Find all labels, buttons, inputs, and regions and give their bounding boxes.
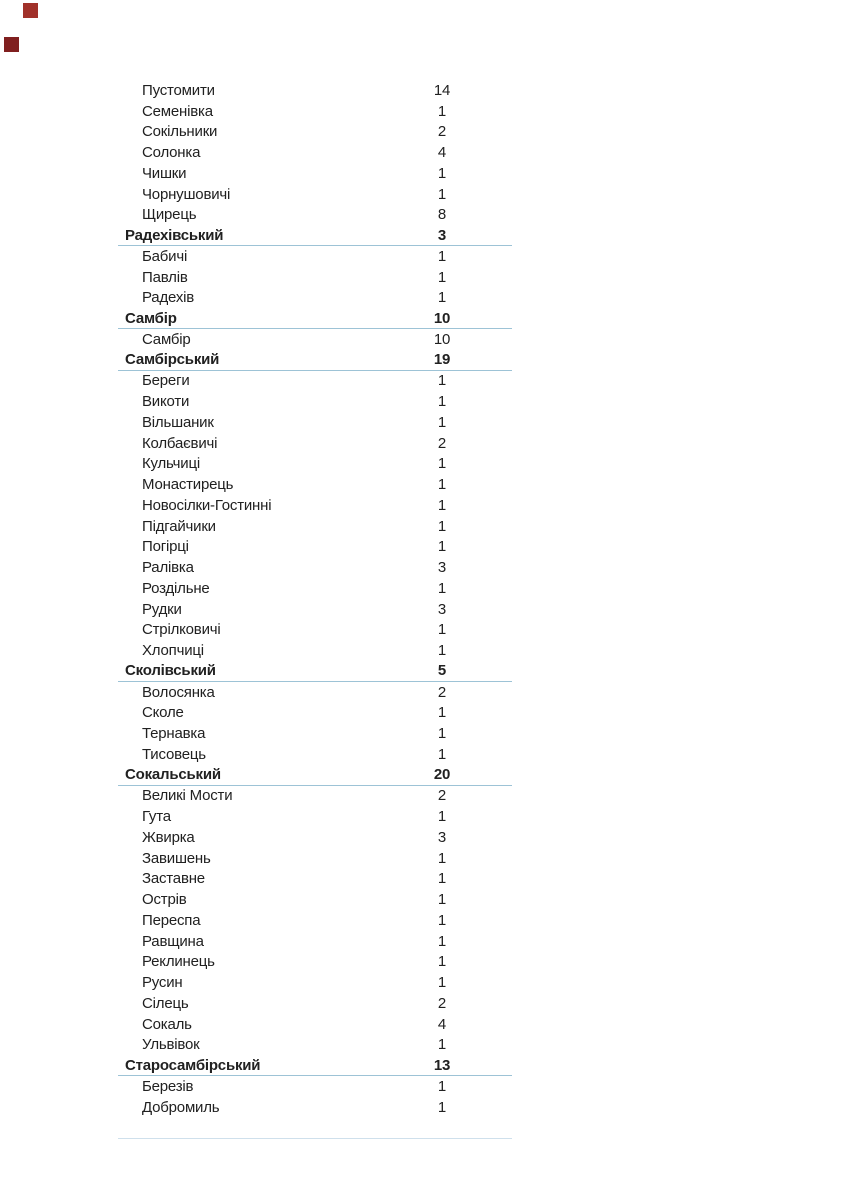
place-name: Роздільне <box>142 579 210 597</box>
table-row <box>118 267 512 288</box>
place-name: Підгайчики <box>142 517 216 535</box>
count-value: 1 <box>437 102 447 120</box>
count-value: 1 <box>437 974 447 992</box>
count-value: 19 <box>433 351 451 369</box>
table-row <box>118 931 512 952</box>
count-value: 1 <box>437 289 447 307</box>
count-value: 1 <box>437 517 447 535</box>
district-name: Самбір <box>125 309 177 327</box>
count-value: 2 <box>437 994 447 1012</box>
place-name: Реклинець <box>142 953 215 971</box>
district-name: Самбірський <box>125 351 220 369</box>
count-value: 2 <box>437 123 447 141</box>
table-row <box>118 1014 512 1035</box>
table-row <box>118 1097 512 1118</box>
count-value: 1 <box>437 808 447 826</box>
red-mark-icon <box>4 37 19 52</box>
place-name: Сколе <box>142 704 184 722</box>
district-name: Старосамбірський <box>125 1056 261 1074</box>
red-mark-icon <box>23 3 38 18</box>
count-value: 3 <box>437 559 447 577</box>
count-value: 5 <box>437 662 447 680</box>
table-row <box>118 80 512 101</box>
count-value: 4 <box>437 1015 447 1033</box>
count-value: 1 <box>437 870 447 888</box>
count-value: 1 <box>437 953 447 971</box>
table-row <box>118 246 512 267</box>
place-name: Переспа <box>142 911 201 929</box>
count-value: 1 <box>437 1098 447 1116</box>
table-row <box>118 765 512 786</box>
place-name: Сокаль <box>142 1015 192 1033</box>
table-row <box>118 184 512 205</box>
table-row <box>118 516 512 537</box>
table-row <box>118 578 512 599</box>
table-row <box>118 225 512 246</box>
count-value: 1 <box>437 413 447 431</box>
table-row <box>118 972 512 993</box>
table-row <box>118 350 512 371</box>
district-name: Радехівський <box>125 226 224 244</box>
table-row <box>118 122 512 143</box>
count-value: 3 <box>437 226 447 244</box>
place-name: Павлів <box>142 268 188 286</box>
count-value: 1 <box>437 164 447 182</box>
table-row <box>118 308 512 329</box>
table-row <box>118 391 512 412</box>
table-row <box>118 703 512 724</box>
count-value: 1 <box>437 476 447 494</box>
settlements-table <box>118 80 512 1118</box>
place-name: Равщина <box>142 932 204 950</box>
table-row <box>118 371 512 392</box>
table-row <box>118 806 512 827</box>
table-row <box>118 661 512 682</box>
place-name: Ралівка <box>142 559 194 577</box>
table-row <box>118 599 512 620</box>
place-name: Стрілковичі <box>142 621 221 639</box>
table-row <box>118 433 512 454</box>
table-row <box>118 1035 512 1056</box>
count-value: 1 <box>437 579 447 597</box>
count-value: 10 <box>433 309 451 327</box>
count-value: 1 <box>437 621 447 639</box>
count-value: 2 <box>437 434 447 452</box>
place-name: Березів <box>142 1077 194 1095</box>
place-name: Сілець <box>142 994 189 1012</box>
place-name: Великі Мости <box>142 787 233 805</box>
place-name: Жвирка <box>142 828 195 846</box>
count-value: 1 <box>437 393 447 411</box>
district-name: Сокальський <box>125 766 221 784</box>
table-row <box>118 163 512 184</box>
place-name: Бабичі <box>142 247 188 265</box>
table-row <box>118 889 512 910</box>
table-row <box>118 205 512 226</box>
district-name: Сколівський <box>125 662 216 680</box>
table-row <box>118 952 512 973</box>
place-name: Завишень <box>142 849 211 867</box>
table-row <box>118 474 512 495</box>
place-name: Пустомити <box>142 81 215 99</box>
count-value: 3 <box>437 600 447 618</box>
table-row <box>118 557 512 578</box>
count-value: 20 <box>433 766 451 784</box>
table-row <box>118 848 512 869</box>
place-name: Семенівка <box>142 102 213 120</box>
table-row <box>118 723 512 744</box>
place-name: Кульчиці <box>142 455 200 473</box>
place-name: Тисовець <box>142 745 206 763</box>
count-value: 4 <box>437 144 447 162</box>
table-row <box>118 288 512 309</box>
count-value: 2 <box>437 787 447 805</box>
place-name: Радехів <box>142 289 195 307</box>
place-name: Острів <box>142 891 187 909</box>
count-value: 1 <box>437 372 447 390</box>
table-row <box>118 744 512 765</box>
table-row <box>118 101 512 122</box>
place-name: Колбаєвичі <box>142 434 218 452</box>
count-value: 1 <box>437 538 447 556</box>
table-row <box>118 329 512 350</box>
place-name: Щирець <box>142 206 197 224</box>
table-row <box>118 454 512 475</box>
count-value: 1 <box>437 185 447 203</box>
count-value: 1 <box>437 268 447 286</box>
place-name: Рудки <box>142 600 182 618</box>
count-value: 8 <box>437 206 447 224</box>
count-value: 1 <box>437 849 447 867</box>
table-row <box>118 142 512 163</box>
place-name: Заставне <box>142 870 205 888</box>
table-row <box>118 827 512 848</box>
count-value: 3 <box>437 828 447 846</box>
count-value: 1 <box>437 1077 447 1095</box>
place-name: Ульвівок <box>142 1036 200 1054</box>
count-value: 14 <box>433 81 451 99</box>
table-row <box>118 412 512 433</box>
count-value: 1 <box>437 911 447 929</box>
count-value: 10 <box>433 330 451 348</box>
count-value: 1 <box>437 704 447 722</box>
place-name: Волосянка <box>142 683 215 701</box>
count-value: 1 <box>437 1036 447 1054</box>
place-name: Самбір <box>142 330 191 348</box>
place-name: Чорнушовичі <box>142 185 231 203</box>
place-name: Гута <box>142 808 171 826</box>
place-name: Сокільники <box>142 123 218 141</box>
count-value: 13 <box>433 1056 451 1074</box>
count-value: 1 <box>437 745 447 763</box>
table-row <box>118 1076 512 1097</box>
place-name: Погірці <box>142 538 189 556</box>
table-row <box>118 495 512 516</box>
place-name: Добромиль <box>142 1098 220 1116</box>
place-name: Новосілки-Гостинні <box>142 496 272 514</box>
table-row <box>118 640 512 661</box>
place-name: Береги <box>142 372 190 390</box>
table-row <box>118 1055 512 1076</box>
table-row <box>118 869 512 890</box>
place-name: Викоти <box>142 393 190 411</box>
place-name: Хлопчиці <box>142 642 204 660</box>
count-value: 1 <box>437 725 447 743</box>
count-value: 1 <box>437 932 447 950</box>
table-row <box>118 993 512 1014</box>
table-row <box>118 786 512 807</box>
table-row <box>118 682 512 703</box>
count-value: 1 <box>437 455 447 473</box>
place-name: Чишки <box>142 164 187 182</box>
table-bottom-divider <box>118 1138 512 1139</box>
table-row <box>118 620 512 641</box>
table-row <box>118 537 512 558</box>
count-value: 1 <box>437 247 447 265</box>
table-row <box>118 910 512 931</box>
place-name: Вільшаник <box>142 413 214 431</box>
place-name: Тернавка <box>142 725 206 743</box>
place-name: Солонка <box>142 144 201 162</box>
count-value: 2 <box>437 683 447 701</box>
place-name: Русин <box>142 974 183 992</box>
count-value: 1 <box>437 496 447 514</box>
count-value: 1 <box>437 891 447 909</box>
count-value: 1 <box>437 642 447 660</box>
place-name: Монастирець <box>142 476 234 494</box>
